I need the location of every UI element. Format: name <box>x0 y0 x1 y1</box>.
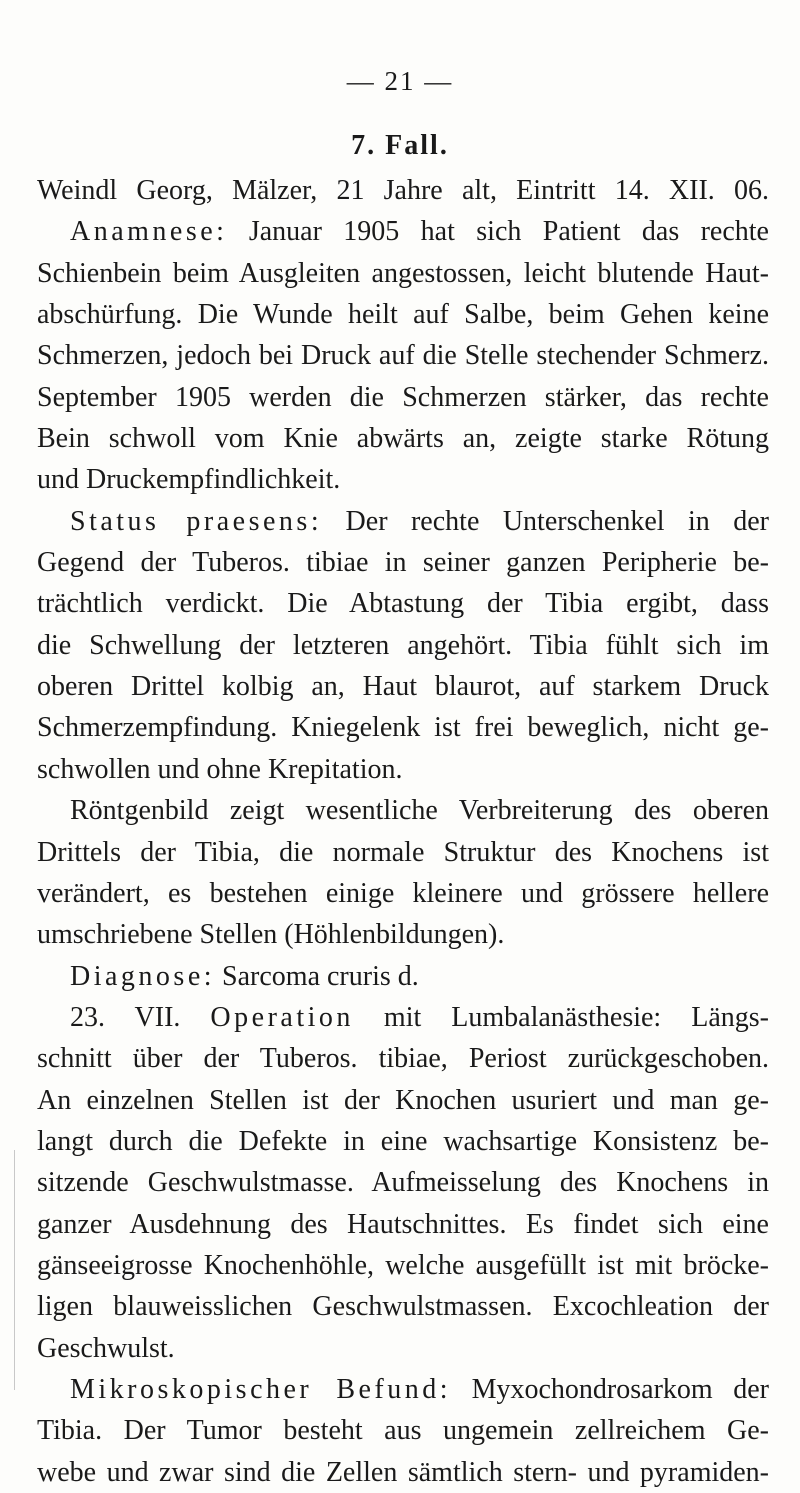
text-line: abschürfung. Die Wunde heilt auf Salbe, beim Gehen keine <box>37 299 769 331</box>
text-line: umschriebene Stellen (Höhlenbildungen). <box>37 919 505 951</box>
text-line: sitzende Geschwulstmasse. Aufmeisselung des Knochens in <box>37 1167 769 1199</box>
text-line: webe und zwar sind die Zellen sämtlich stern- und pyramiden- <box>37 1456 769 1488</box>
text-line: Tibia. Der Tumor besteht aus ungemein zellreichem Ge- <box>37 1415 769 1447</box>
text-line: Röntgenbild zeigt wesentliche Verbreiterung des oberen <box>70 795 769 827</box>
text-line: Weindl Georg, Mälzer, 21 Jahre alt, Eintritt 14. XII. 06. <box>37 175 769 206</box>
text-line: ganzer Ausdehnung des Hautschnittes. Es findet sich eine <box>37 1208 769 1240</box>
text-line: ligen blauweisslichen Geschwulstmassen. Excochleation der <box>37 1291 769 1323</box>
text-line: Bein schwoll vom Knie abwärts an, zeigte starke Rötung <box>37 423 769 455</box>
page-number: — 21 — <box>346 66 454 96</box>
section-label-operation: Operation <box>210 1001 354 1033</box>
scan-margin-line <box>14 1150 15 1390</box>
text-line: Schmerzempfindung. Kniegelenk ist frei beweglich, nicht ge- <box>37 712 769 744</box>
text-line: langt durch die Defekte in eine wachsartige Konsistenz be- <box>37 1125 769 1157</box>
text-line: verändert, es bestehen einige kleinere und grössere hellere <box>37 877 769 909</box>
section-label-diagnose: Diagnose: <box>70 960 216 992</box>
text-line: Status praesens: Der rechte Unterschenkel in der <box>70 505 769 537</box>
text-line: 23. VII. Operation mit Lumbalanästhesie: Längs- <box>70 1001 769 1033</box>
text-line: schnitt über der Tuberos. tibiae, Periost zurückgeschoben. <box>37 1043 769 1075</box>
body-text <box>37 170 769 1493</box>
case-heading: 7. Fall. <box>351 130 449 161</box>
text-line: schwollen und ohne Krepitation. <box>37 753 403 785</box>
text-line: und Druckempfindlichkeit. <box>37 464 341 496</box>
section-label-anamnese: Anamnese: <box>70 216 228 248</box>
text-line: Anamnese: Januar 1905 hat sich Patient das rechte <box>70 216 769 248</box>
text-line: Schienbein beim Ausgleiten angestossen, leicht blutende Haut- <box>37 257 769 289</box>
text-line: Mikroskopischer Befund: Myxochondrosarkom der <box>70 1373 769 1405</box>
text-line: gänseeigrosse Knochenhöhle, welche ausgefüllt ist mit bröcke- <box>37 1249 769 1281</box>
text-line: Gegend der Tuberos. tibiae in seiner ganzen Peripherie be- <box>37 547 769 579</box>
text-line: An einzelnen Stellen ist der Knochen usuriert und man ge- <box>37 1084 769 1116</box>
section-label-befund: Mikroskopischer Befund: <box>70 1373 452 1405</box>
text-line: Drittels der Tibia, die normale Struktur des Knochens ist <box>37 836 769 868</box>
section-label-status: Status praesens: <box>70 505 323 537</box>
text-line: September 1905 werden die Schmerzen stärker, das rechte <box>37 381 769 413</box>
text-line: Diagnose: Sarcoma cruris d. <box>70 960 419 992</box>
text-line: oberen Drittel kolbig an, Haut blaurot, auf starkem Druck <box>37 671 769 703</box>
text-line: trächtlich verdickt. Die Abtastung der Tibia ergibt, dass <box>37 588 769 620</box>
text-line: die Schwellung der letzteren angehört. Tibia fühlt sich im <box>37 629 769 661</box>
text-line: Schmerzen, jedoch bei Druck auf die Stelle stechender Schmerz. <box>37 340 769 372</box>
text-line: Geschwulst. <box>37 1332 175 1364</box>
